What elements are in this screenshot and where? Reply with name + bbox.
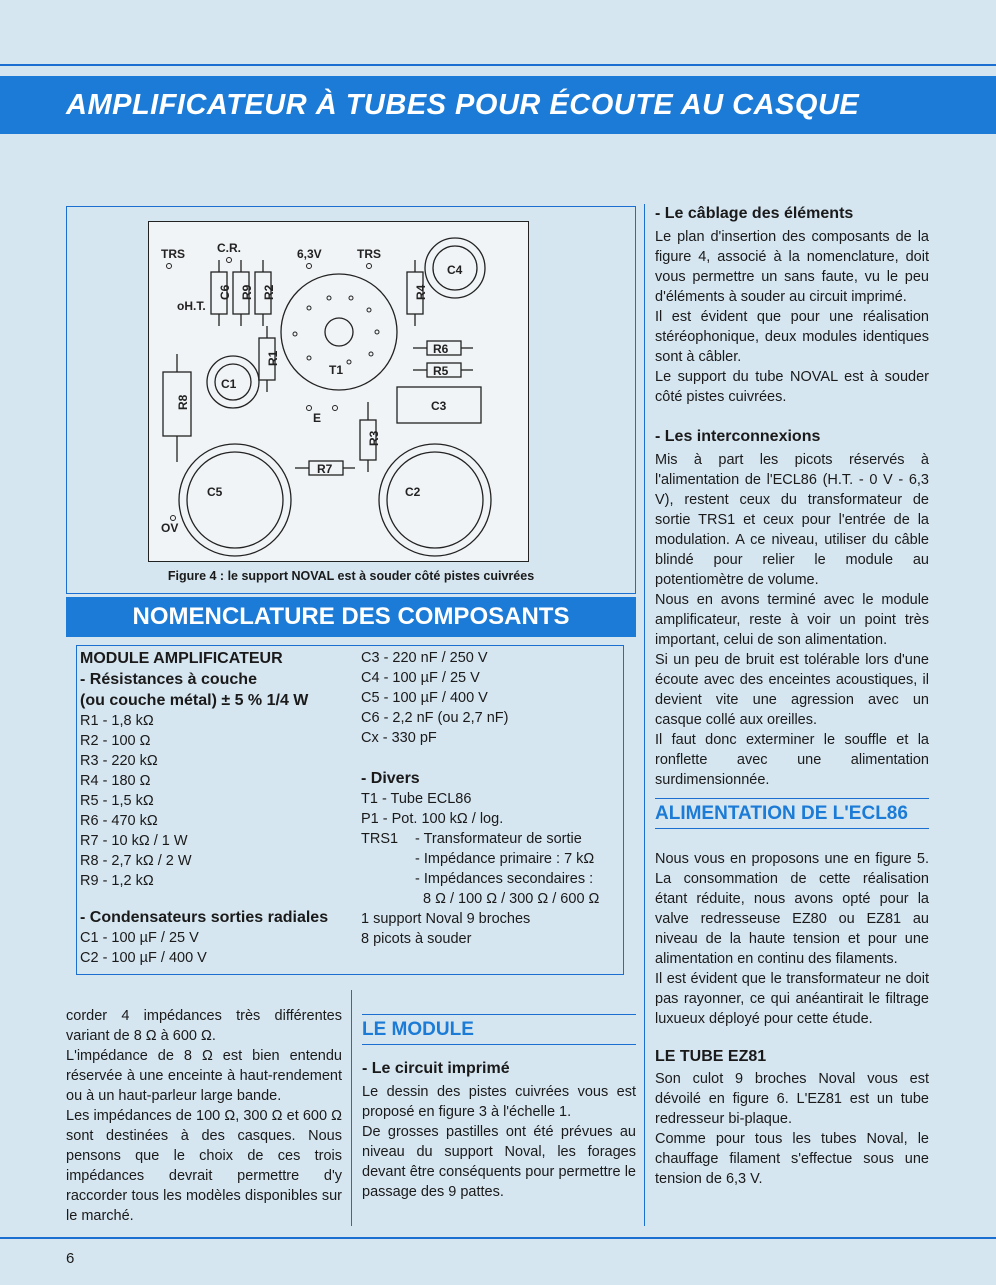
label-c3: C3 (431, 399, 447, 413)
trs1-label: TRS1 (361, 831, 399, 847)
resistors-heading: - Résistances à couche (80, 671, 257, 688)
section-title-alimentation: ALIMENTATION DE L'ECL86 (655, 798, 929, 829)
section-title-ez81: LE TUBE EZ81 (655, 1048, 767, 1065)
paragraph: Le plan d'insertion des composants de la figure 4, associé à la nomenclature, doit vous permettre un sans faute, vu le peu d'éléments à souder au circuit imprimé. (655, 229, 929, 305)
resistor-item: R6 - 470 kΩ (80, 813, 158, 829)
section-title-module: LE MODULE (362, 1014, 636, 1045)
label-c5: C5 (207, 485, 223, 499)
label-r7: R7 (317, 462, 333, 476)
left-text-column (66, 1006, 342, 1226)
paragraph: Mis à part les picots réservés à l'alimentation de l'ECL86 (H.T. - 0 V - 6,3 V), restent ceux du transformateur de sortie TRS1 et ceux pour l'entrée de la modulation. A ce niveau, utiliser du câble blindé pour relier le module au potentiomètre de volume. (655, 452, 929, 588)
capacitor-item: C2 - 100 µF / 400 V (80, 950, 207, 966)
label-r2: R2 (262, 284, 276, 300)
label-cr: C.R. (217, 241, 241, 255)
label-r8: R8 (176, 394, 190, 410)
top-rule (0, 64, 996, 66)
trs1-line: - Impédances secondaires : (415, 871, 594, 887)
label-ht: oH.T. (177, 299, 206, 313)
trs1-line: - Transformateur de sortie (415, 831, 582, 847)
paragraph: Les impédances de 100 Ω, 300 Ω et 600 Ω sont destinées à des casques. Nous pensons que le choix de ces trois impédances devrait permettre d'y raccorder tous les modèles disponibles sur le marché. (66, 1108, 342, 1224)
bottom-rule (0, 1237, 996, 1239)
paragraph: Il faut donc exterminer le souffle et la ronflette avec une alimentation surdimensionnée. (655, 732, 929, 788)
resistor-item: R3 - 220 kΩ (80, 753, 158, 769)
label-t1: T1 (329, 363, 344, 377)
label-ov: OV (161, 521, 179, 535)
paragraph: Son culot 9 broches Noval vous est dévoilé en figure 6. L'EZ81 est un tube redresseur bi-plaque. (655, 1071, 929, 1127)
misc-item: T1 - Tube ECL86 (361, 791, 472, 807)
column-rule (351, 990, 352, 1226)
middle-text-column (362, 1014, 636, 1202)
misc-item: 8 picots à souder (361, 931, 472, 947)
pcb-layout-diagram (148, 221, 529, 562)
paragraph: Nous vous en proposons une en figure 5. La consommation de cette réalisation étant réduite, nous avons opté pour la valve redresseuse EZ80 ou EZ81 au niveau de la haute tension et pour une alimentation en continu des filaments. (655, 851, 929, 967)
label-r6: R6 (433, 342, 449, 356)
label-r9: R9 (240, 284, 254, 300)
capacitors-heading: - Condensateurs sorties radiales (80, 909, 329, 926)
capacitor-item: C5 - 100 µF / 400 V (361, 690, 488, 706)
label-r5: R5 (433, 364, 449, 378)
figure-caption: Figure 4 : le support NOVAL est à souder côté pistes cuivrées (167, 569, 535, 583)
nomenclature-title: NOMENCLATURE DES COMPOSANTS (66, 597, 636, 637)
capacitor-item: Cx - 330 pF (361, 730, 437, 746)
module-heading: MODULE AMPLIFICATEUR (80, 650, 283, 667)
paragraph: Si un peu de bruit est tolérable lors d'une écoute avec des enceintes acoustiques, il devient vite une agression avec un casque collé aux oreilles. (655, 652, 929, 728)
trs1-line: - Impédance primaire : 7 kΩ (415, 851, 595, 867)
resistor-item: R5 - 1,5 kΩ (80, 793, 154, 809)
label-c6: C6 (218, 284, 232, 300)
paragraph: Il est évident que le transformateur ne doit pas rayonner, ce qui anéantirait le filtrage luxueux déployé pour cette étude. (655, 971, 929, 1027)
paragraph: Il est évident que pour une réalisation stéréophonique, deux modules identiques sont à câbler. (655, 309, 929, 365)
trs1-line: 8 Ω / 100 Ω / 300 Ω / 600 Ω (423, 891, 600, 907)
label-e: E (313, 411, 322, 425)
right-text-column (655, 204, 929, 1189)
misc-heading: - Divers (361, 770, 420, 787)
label-trs-right: TRS (357, 247, 381, 261)
resistor-item: R9 - 1,2 kΩ (80, 873, 154, 889)
capacitor-item: C6 - 2,2 nF (ou 2,7 nF) (361, 710, 509, 726)
label-r1: R1 (266, 350, 280, 366)
label-r4: R4 (414, 284, 428, 300)
resistor-item: R7 - 10 kΩ / 1 W (80, 833, 188, 849)
misc-item: P1 - Pot. 100 kΩ / log. (361, 811, 504, 827)
capacitor-item: C3 - 220 nF / 250 V (361, 650, 488, 666)
paragraph: De grosses pastilles ont été prévues au niveau du support Noval, les forages devant être conséquents pour permettre le passage des 9 pattes. (362, 1124, 636, 1200)
paragraph: L'impédance de 8 Ω est bien entendu réservée à une enceinte à haut-rendement ou à un haut-parleur large bande. (66, 1048, 342, 1104)
label-r3: R3 (367, 430, 381, 446)
page-title: AMPLIFICATEUR À TUBES POUR ÉCOUTE AU CASQUE (0, 76, 996, 134)
paragraph: Comme pour tous les tubes Noval, le chauffage filament s'effectue sous une tension de 6,3 V. (655, 1131, 929, 1187)
subheading-cablage: - Le câblage des éléments (655, 205, 854, 222)
capacitor-item: C4 - 100 µF / 25 V (361, 670, 480, 686)
paragraph: corder 4 impédances très différentes variant de 8 Ω à 600 Ω. (66, 1008, 342, 1044)
nomenclature-left-column (80, 648, 350, 968)
label-c2: C2 (405, 485, 421, 499)
paragraph: Le dessin des pistes cuivrées vous est proposé en figure 3 à l'échelle 1. (362, 1084, 636, 1120)
capacitor-item: C1 - 100 µF / 25 V (80, 930, 199, 946)
resistors-spec: (ou couche métal) ± 5 % 1/4 W (80, 692, 309, 709)
label-c4: C4 (447, 263, 463, 277)
column-rule (644, 204, 645, 1226)
label-63v: 6,3V (297, 247, 322, 261)
subheading-circuit: - Le circuit imprimé (362, 1060, 510, 1077)
label-trs-left: TRS (161, 247, 185, 261)
paragraph: Nous en avons terminé avec le module amplificateur, reste à voir un point très important, celui de son alimentation. (655, 592, 929, 648)
page-number: 6 (66, 1250, 75, 1267)
label-c1: C1 (221, 377, 237, 391)
nomenclature-right-column (361, 648, 619, 949)
subheading-interconnexions: - Les interconnexions (655, 428, 821, 445)
resistor-item: R8 - 2,7 kΩ / 2 W (80, 853, 192, 869)
resistor-item: R4 - 180 Ω (80, 773, 151, 789)
misc-item: 1 support Noval 9 broches (361, 911, 531, 927)
resistor-item: R2 - 100 Ω (80, 733, 151, 749)
paragraph: Le support du tube NOVAL est à souder côté pistes cuivrées. (655, 369, 929, 405)
resistor-item: R1 - 1,8 kΩ (80, 713, 154, 729)
